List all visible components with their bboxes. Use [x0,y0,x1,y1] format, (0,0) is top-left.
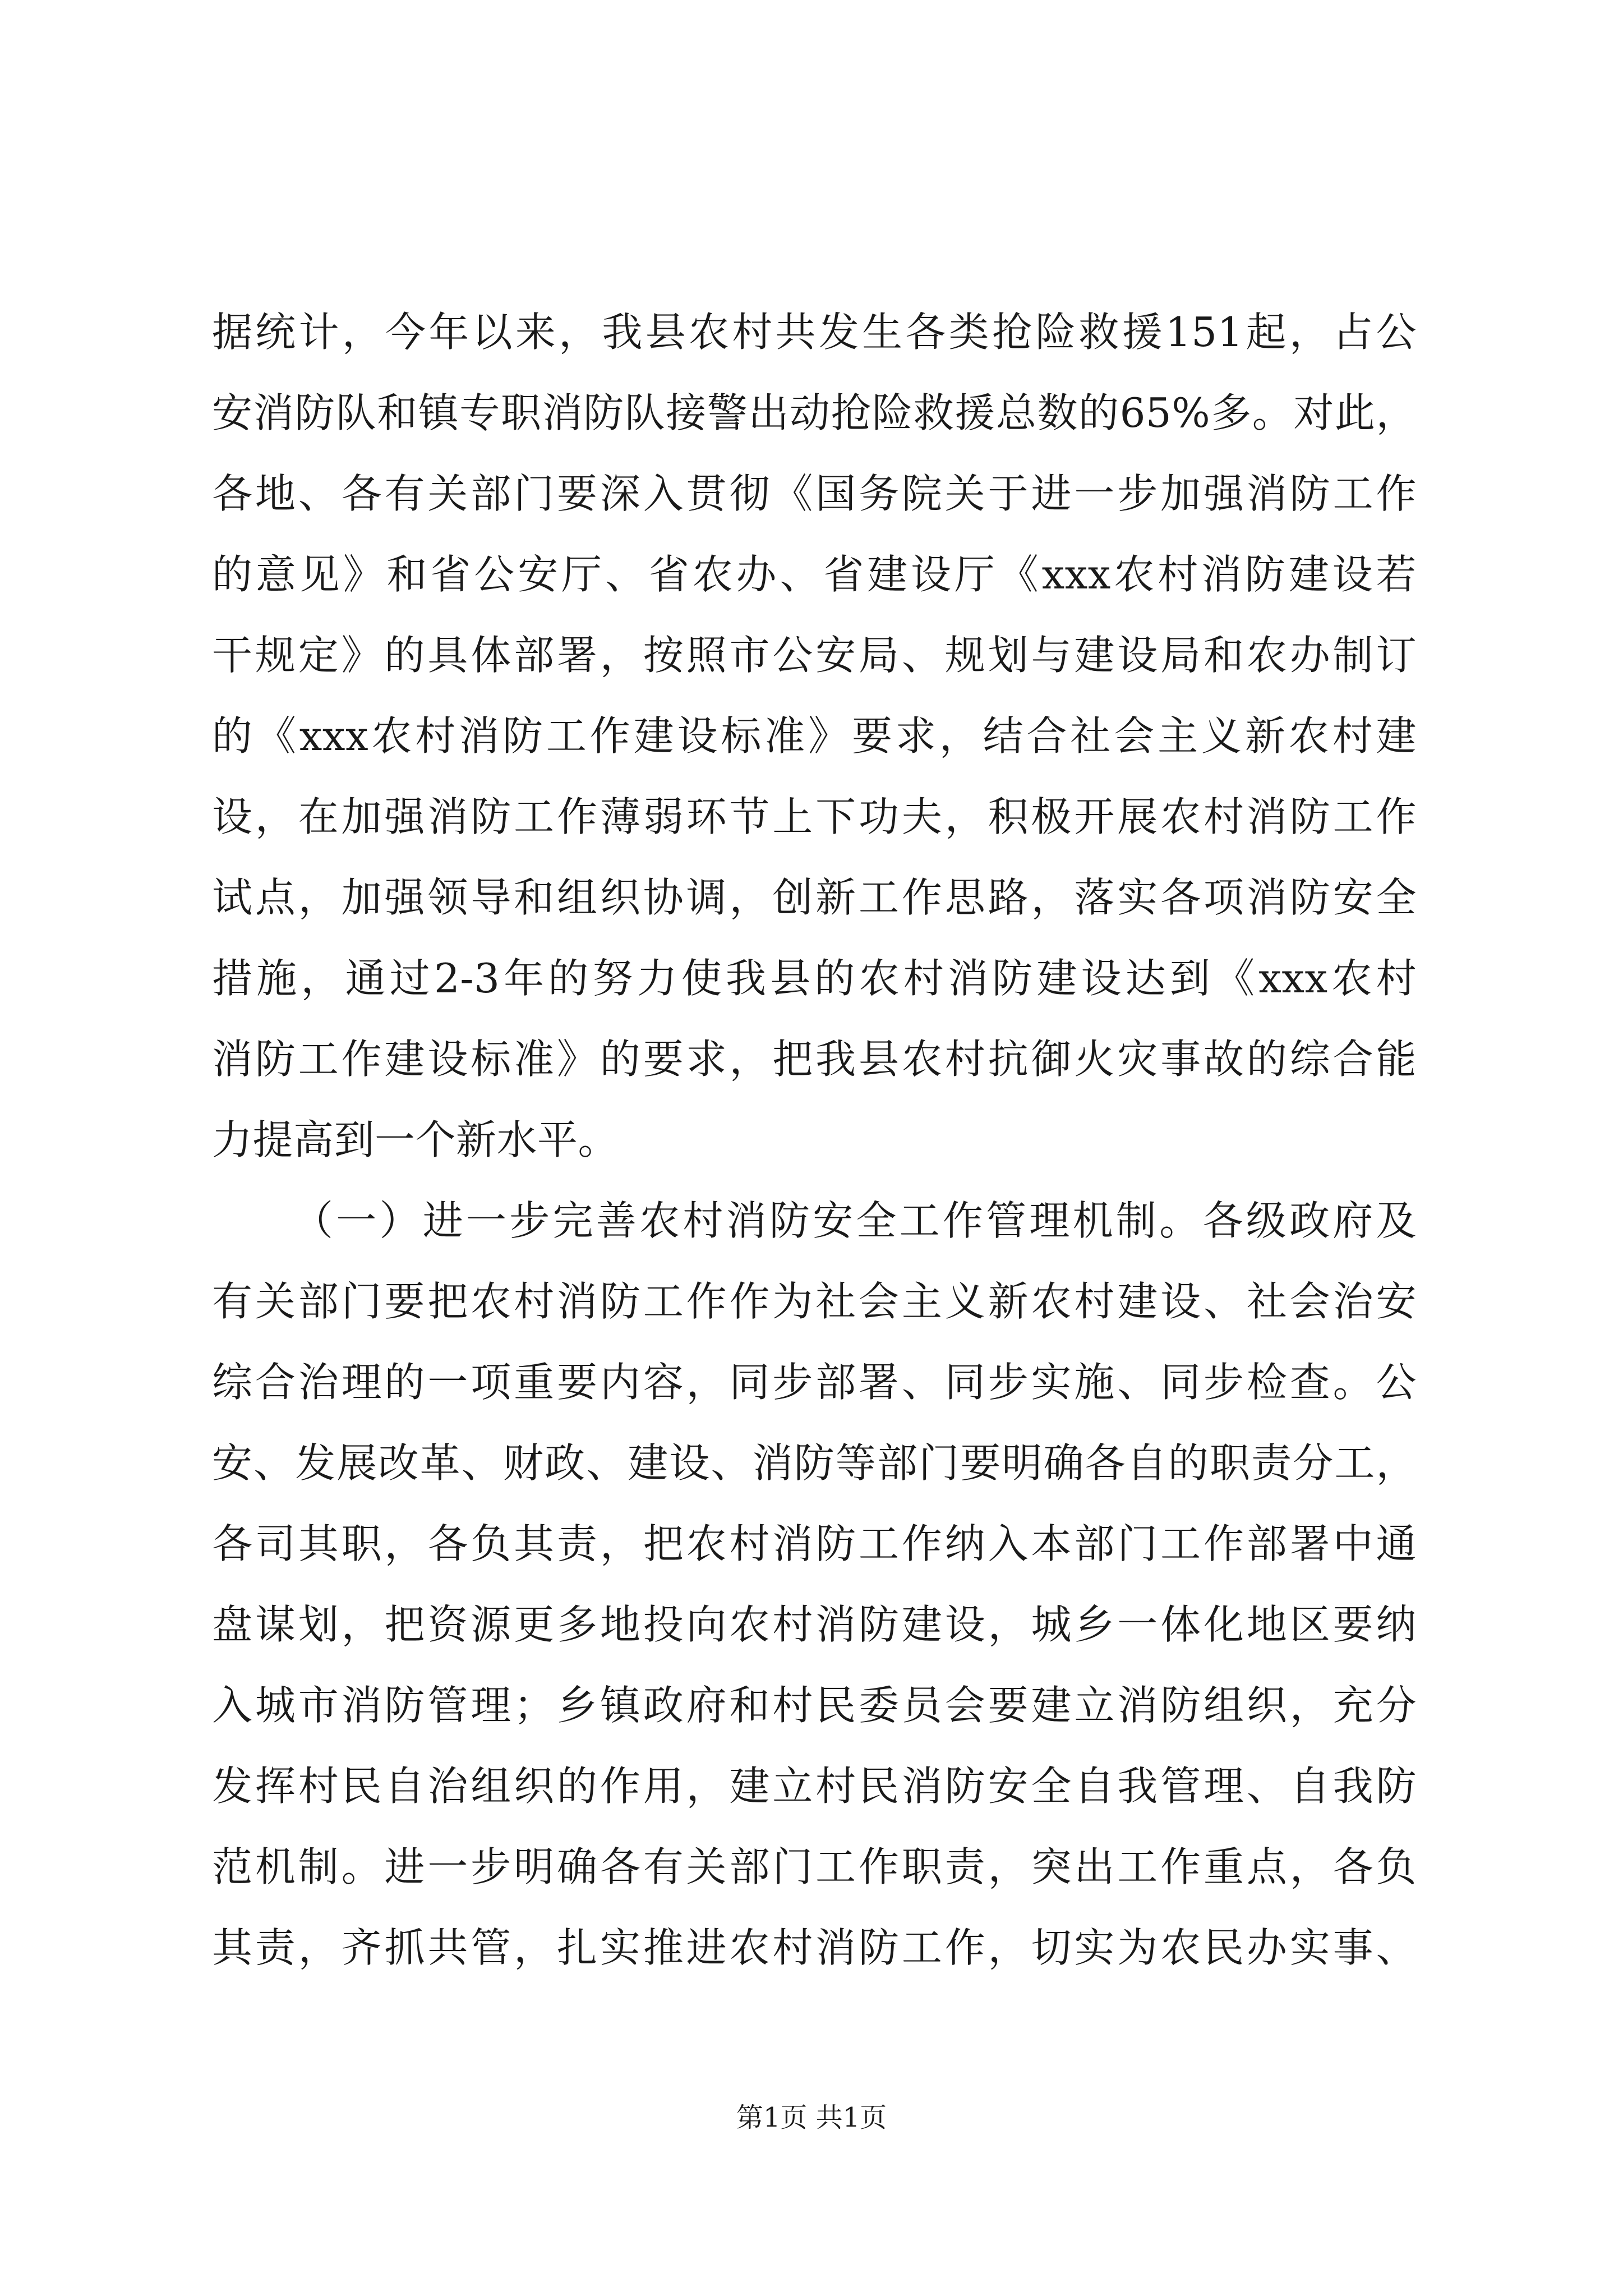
text-line: 综合治理的一项重要内容，同步部署、同步实施、同步检查。公 [212,1359,1417,1406]
text-line: 据统计，今年以来，我县农村共发生各类抢险救援151起，占公 [212,309,1417,356]
paragraph-1 [212,292,1417,1180]
text-line: 措施，通过2-3年的努力使我县的农村消防建设达到《xxx农村 [212,955,1417,1002]
text-line: 其责，齐抓共管，扎实推进农村消防工作，切实为农民办实事、 [212,1924,1417,1971]
text-line: 各司其职，各负其责，把农村消防工作纳入本部门工作部署中通 [212,1520,1417,1567]
text-line: 干规定》的具体部署，按照市公安局、规划与建设局和农办制订 [212,632,1417,679]
text-line: 消防工作建设标准》的要求，把我县农村抗御火灾事故的综合能 [212,1036,1417,1083]
text-line: 入城市消防管理；乡镇政府和村民委员会要建立消防组织，充分 [212,1682,1417,1729]
text-line: 力提高到一个新水平。 [212,1116,619,1163]
text-line: 的《xxx农村消防工作建设标准》要求，结合社会主义新农村建 [212,712,1417,760]
text-line: 安、发展改革、财政、建设、消防等部门要明确各自的职责分工， [212,1439,1417,1487]
text-line: 试点，加强领导和组织协调，创新工作思路，落实各项消防安全 [212,874,1417,921]
text-line: 范机制。进一步明确各有关部门工作职责，突出工作重点，各负 [212,1843,1417,1890]
text-line: 盘谋划，把资源更多地投向农村消防建设，城乡一体化地区要纳 [212,1601,1417,1648]
text-line: 各地、各有关部门要深入贯彻《国务院关于进一步加强消防工作 [212,470,1417,517]
text-line: 安消防队和镇专职消防队接警出动抢险救援总数的65%多。对此， [212,389,1417,436]
text-line: 的意见》和省公安厅、省农办、省建设厅《xxx农村消防建设若 [212,551,1417,598]
page-footer: 第1页 共1页 [736,2102,887,2133]
text-line: 有关部门要把农村消防工作作为社会主义新农村建设、社会治安 [212,1278,1417,1325]
text-line: （一）进一步完善农村消防安全工作管理机制。各级政府及 [293,1197,1417,1244]
paragraph-2 [212,1180,1417,1988]
text-line: 设，在加强消防工作薄弱环节上下功夫，积极开展农村消防工作 [212,793,1417,840]
document-body [212,292,1417,1988]
text-line: 发挥村民自治组织的作用，建立村民消防安全自我管理、自我防 [212,1763,1417,1810]
